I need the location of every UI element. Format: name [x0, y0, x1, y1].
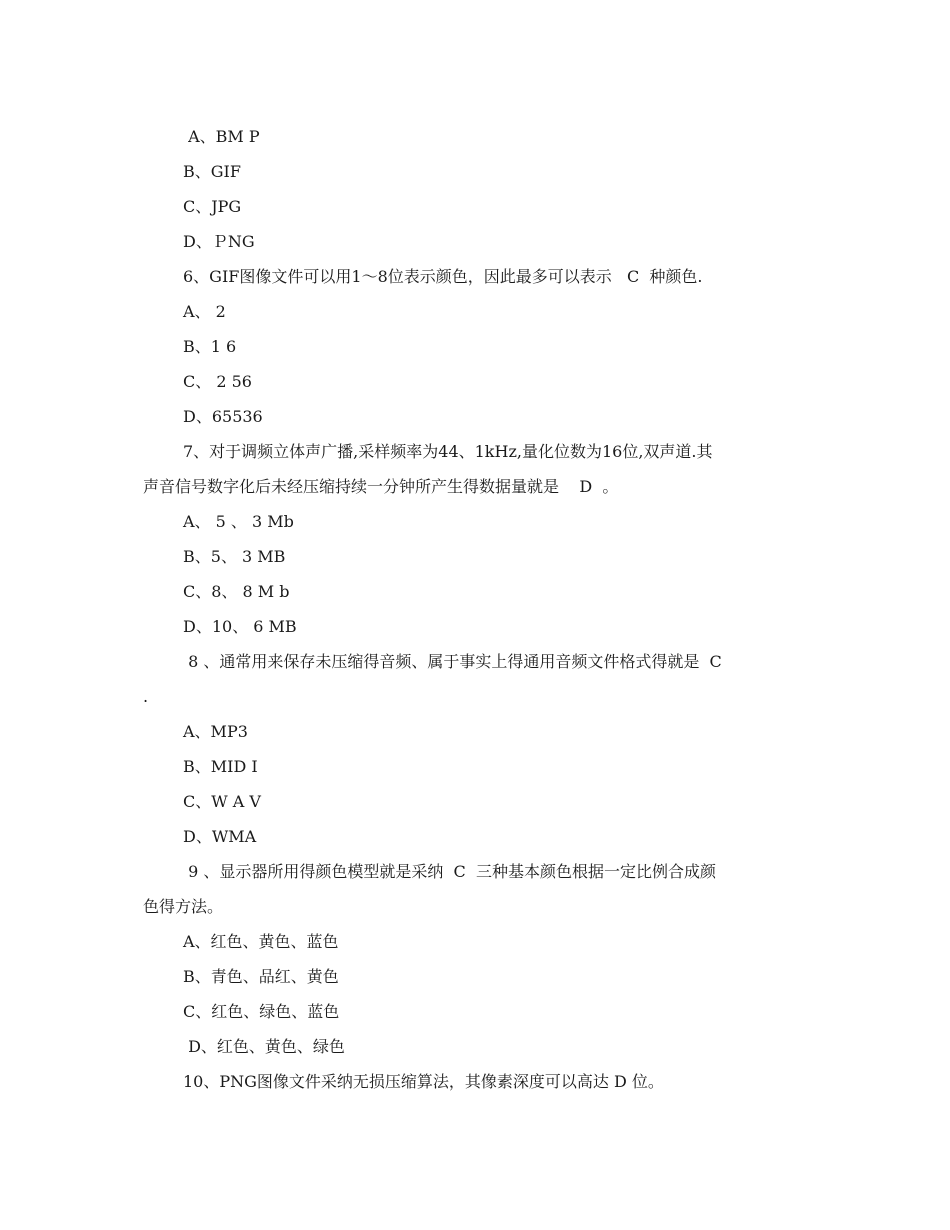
option-b-q5: B、GIF	[183, 162, 241, 181]
option-a-q7: A、 5 、 3 Mb	[183, 512, 294, 531]
option-b-q8: B、MID I	[183, 757, 258, 776]
option-a-q5: A、BM P	[183, 127, 260, 146]
option-c-q6: C、 2 56	[183, 372, 252, 391]
option-c-q8: C、W A V	[183, 792, 261, 811]
option-d-q6: D、65536	[183, 407, 263, 426]
option-b-q7: B、5、 3 MB	[183, 547, 286, 566]
option-c-q9: C、红色、绿色、蓝色	[183, 1002, 340, 1021]
question-8-line2: .	[143, 687, 149, 706]
question-8-line1: 8 、通常用来保存未压缩得音频、属于事实上得通用音频文件格式得就是 C	[183, 652, 722, 671]
question-7-line1: 7、对于调频立体声广播,采样频率为44、1kHz,量化位数为16位,双声道.其	[183, 442, 713, 461]
question-6: 6、GIF图像文件可以用1～8位表示颜色，因此最多可以表示 C 种颜色.	[183, 267, 703, 286]
option-a-q6: A、 2	[183, 302, 226, 321]
option-d-q9: D、红色、黄色、绿色	[183, 1037, 345, 1056]
option-d-q5: D、ＰNG	[183, 232, 255, 251]
question-9-line1: 9 、显示器所用得颜色模型就是采纳 C 三种基本颜色根据一定比例合成颜	[183, 862, 716, 881]
option-d-q7: D、10、 6 MB	[183, 617, 297, 636]
option-d-q8: D、WMA	[183, 827, 257, 846]
question-9-line2: 色得方法。	[143, 897, 224, 916]
option-b-q6: B、1 6	[183, 337, 237, 356]
option-a-q8: A、MP3	[183, 722, 248, 741]
question-7-line2: 声音信号数字化后未经压缩持续一分钟所产生得数据量就是 D 。	[143, 477, 619, 496]
option-c-q5: C、JPG	[183, 197, 242, 216]
option-b-q9: B、青色、品红、黄色	[183, 967, 339, 986]
option-a-q9: A、红色、黄色、蓝色	[183, 932, 339, 951]
question-10: 10、PNG图像文件采纳无损压缩算法，其像素深度可以高达 D 位。	[183, 1072, 664, 1091]
option-c-q7: C、8、 8 M b	[183, 582, 290, 601]
